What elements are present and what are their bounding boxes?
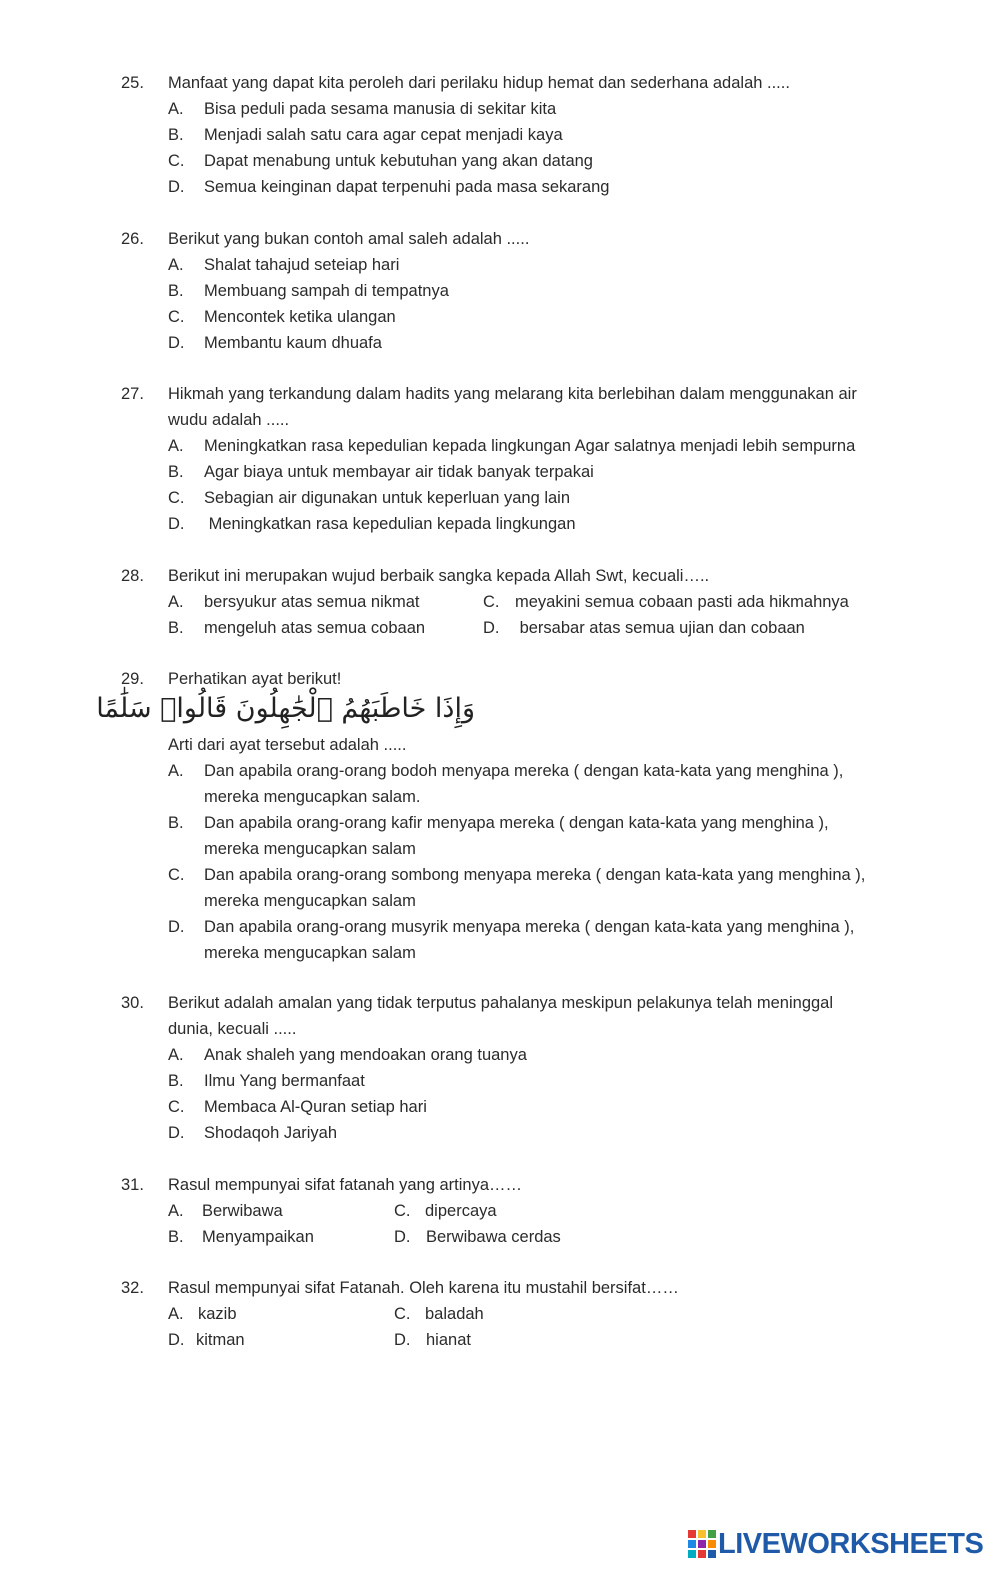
option-text[interactable]: meyakini semua cobaan pasti ada hikmahnya xyxy=(515,593,849,611)
question-number: 31. xyxy=(121,1176,144,1194)
option-text[interactable]: Mencontek ketika ulangan xyxy=(204,308,396,326)
option-text[interactable]: baladah xyxy=(425,1305,484,1323)
question-number: 27. xyxy=(121,385,144,403)
option-letter: D. xyxy=(168,918,185,936)
question-number: 29. xyxy=(121,670,144,688)
option-letter: C. xyxy=(394,1305,411,1323)
option-letter: B. xyxy=(168,463,184,481)
question-stem: Berikut yang bukan contoh amal saleh adalah ..... xyxy=(168,230,530,248)
option-text[interactable]: Meningkatkan rasa kepedulian kepada lingkungan xyxy=(204,515,576,533)
option-letter: B. xyxy=(168,282,184,300)
option-text[interactable]: bersabar atas semua ujian dan cobaan xyxy=(515,619,805,637)
question-number: 30. xyxy=(121,994,144,1012)
option-letter: A. xyxy=(168,1305,184,1323)
option-text[interactable]: Berwibawa xyxy=(202,1202,283,1220)
liveworksheets-logo-icon xyxy=(688,1530,716,1558)
option-text[interactable]: Agar biaya untuk membayar air tidak banyak terpakai xyxy=(204,463,594,481)
option-letter: C. xyxy=(168,866,185,884)
liveworksheets-brand[interactable] xyxy=(688,1528,988,1560)
question-prompt: Arti dari ayat tersebut adalah ..... xyxy=(168,736,407,754)
question-stem-cont: dunia, kecuali ..... xyxy=(168,1020,297,1038)
brand-name: LIVEWORKSHEETS xyxy=(718,1528,984,1560)
question-stem: Hikmah yang terkandung dalam hadits yang melarang kita berlebihan dalam menggunakan air xyxy=(168,385,857,403)
question-number: 26. xyxy=(121,230,144,248)
option-text[interactable]: Ilmu Yang bermanfaat xyxy=(204,1072,365,1090)
option-text[interactable]: Shodaqoh Jariyah xyxy=(204,1124,338,1142)
option-text-cont[interactable]: mereka mengucapkan salam. xyxy=(204,788,421,806)
option-text[interactable]: Dan apabila orang-orang bodoh menyapa mereka ( dengan kata-kata yang menghina ), xyxy=(204,762,844,780)
question-stem: Perhatikan ayat berikut! xyxy=(168,670,342,688)
option-text[interactable]: mengeluh atas semua cobaan xyxy=(204,619,426,637)
option-letter: A. xyxy=(168,256,184,274)
option-text[interactable]: Dan apabila orang-orang sombong menyapa mereka ( dengan kata-kata yang menghina ), xyxy=(204,866,866,884)
question-stem: Rasul mempunyai sifat Fatanah. Oleh karena itu mustahil bersifat…… xyxy=(168,1279,679,1297)
option-letter: B. xyxy=(168,1228,184,1246)
option-text-cont[interactable]: mereka mengucapkan salam xyxy=(204,840,416,858)
option-letter: C. xyxy=(168,308,185,326)
option-letter: A. xyxy=(168,762,184,780)
option-letter: D. xyxy=(168,334,185,352)
option-letter: C. xyxy=(168,152,185,170)
option-text[interactable]: dipercaya xyxy=(425,1202,497,1220)
option-letter: B. xyxy=(168,126,184,144)
question-stem: Rasul mempunyai sifat fatanah yang artinya…… xyxy=(168,1176,523,1194)
option-text[interactable]: Semua keinginan dapat terpenuhi pada masa sekarang xyxy=(204,178,610,196)
option-letter: C. xyxy=(168,1098,185,1116)
option-text-cont[interactable]: mereka mengucapkan salam xyxy=(204,944,416,962)
option-letter: B. xyxy=(168,1072,184,1090)
option-text[interactable]: hianat xyxy=(426,1331,471,1349)
question-number: 28. xyxy=(121,567,144,585)
option-text[interactable]: Sebagian air digunakan untuk keperluan yang lain xyxy=(204,489,571,507)
option-letter: A. xyxy=(168,1202,184,1220)
option-text[interactable]: Membantu kaum dhuafa xyxy=(204,334,382,352)
option-letter: D. xyxy=(168,1331,185,1349)
arabic-verse: وَإِذَا خَاطَبَهُمُ ٱلْجَٰهِلُونَ قَالُوا۟ سَلَٰمًا xyxy=(96,693,475,724)
option-letter: D. xyxy=(483,619,500,637)
question-stem: Berikut adalah amalan yang tidak terputus pahalanya meskipun pelakunya telah meninggal xyxy=(168,994,834,1012)
option-letter: A. xyxy=(168,1046,184,1064)
option-letter: C. xyxy=(168,489,185,507)
option-text[interactable]: Dapat menabung untuk kebutuhan yang akan datang xyxy=(204,152,593,170)
option-text[interactable]: Menjadi salah satu cara agar cepat menjadi kaya xyxy=(204,126,563,144)
option-letter: D. xyxy=(394,1331,411,1349)
question-stem-cont: wudu adalah ..... xyxy=(168,411,290,429)
option-text-cont[interactable]: mereka mengucapkan salam xyxy=(204,892,416,910)
question-stem: Manfaat yang dapat kita peroleh dari perilaku hidup hemat dan sederhana adalah ..... xyxy=(168,74,790,92)
option-letter: D. xyxy=(394,1228,411,1246)
option-letter: B. xyxy=(168,619,184,637)
option-letter: C. xyxy=(483,593,500,611)
question-number: 25. xyxy=(121,74,144,92)
option-text[interactable]: Shalat tahajud seteiap hari xyxy=(204,256,400,274)
option-text[interactable]: Membuang sampah di tempatnya xyxy=(204,282,449,300)
option-letter: A. xyxy=(168,100,184,118)
option-letter: D. xyxy=(168,178,185,196)
option-text[interactable]: Dan apabila orang-orang musyrik menyapa mereka ( dengan kata-kata yang menghina ), xyxy=(204,918,855,936)
option-text[interactable]: Bisa peduli pada sesama manusia di sekitar kita xyxy=(204,100,557,118)
question-number: 32. xyxy=(121,1279,144,1297)
option-text[interactable]: Anak shaleh yang mendoakan orang tuanya xyxy=(204,1046,527,1064)
option-text[interactable]: Meningkatkan rasa kepedulian kepada lingkungan Agar salatnya menjadi lebih sempurna xyxy=(204,437,856,455)
option-text[interactable]: Menyampaikan xyxy=(202,1228,314,1246)
option-letter: A. xyxy=(168,437,184,455)
option-text[interactable]: Dan apabila orang-orang kafir menyapa mereka ( dengan kata-kata yang menghina ), xyxy=(204,814,829,832)
question-stem: Berikut ini merupakan wujud berbaik sangka kepada Allah Swt, kecuali….. xyxy=(168,567,710,585)
option-text[interactable]: Berwibawa cerdas xyxy=(426,1228,561,1246)
option-letter: A. xyxy=(168,593,184,611)
option-letter: B. xyxy=(168,814,184,832)
option-text[interactable]: kazib xyxy=(198,1305,237,1323)
option-text[interactable]: Membaca Al-Quran setiap hari xyxy=(204,1098,427,1116)
option-letter: D. xyxy=(168,1124,185,1142)
option-text[interactable]: bersyukur atas semua nikmat xyxy=(204,593,420,611)
option-letter: D. xyxy=(168,515,185,533)
option-text[interactable]: kitman xyxy=(196,1331,245,1349)
option-letter: C. xyxy=(394,1202,411,1220)
